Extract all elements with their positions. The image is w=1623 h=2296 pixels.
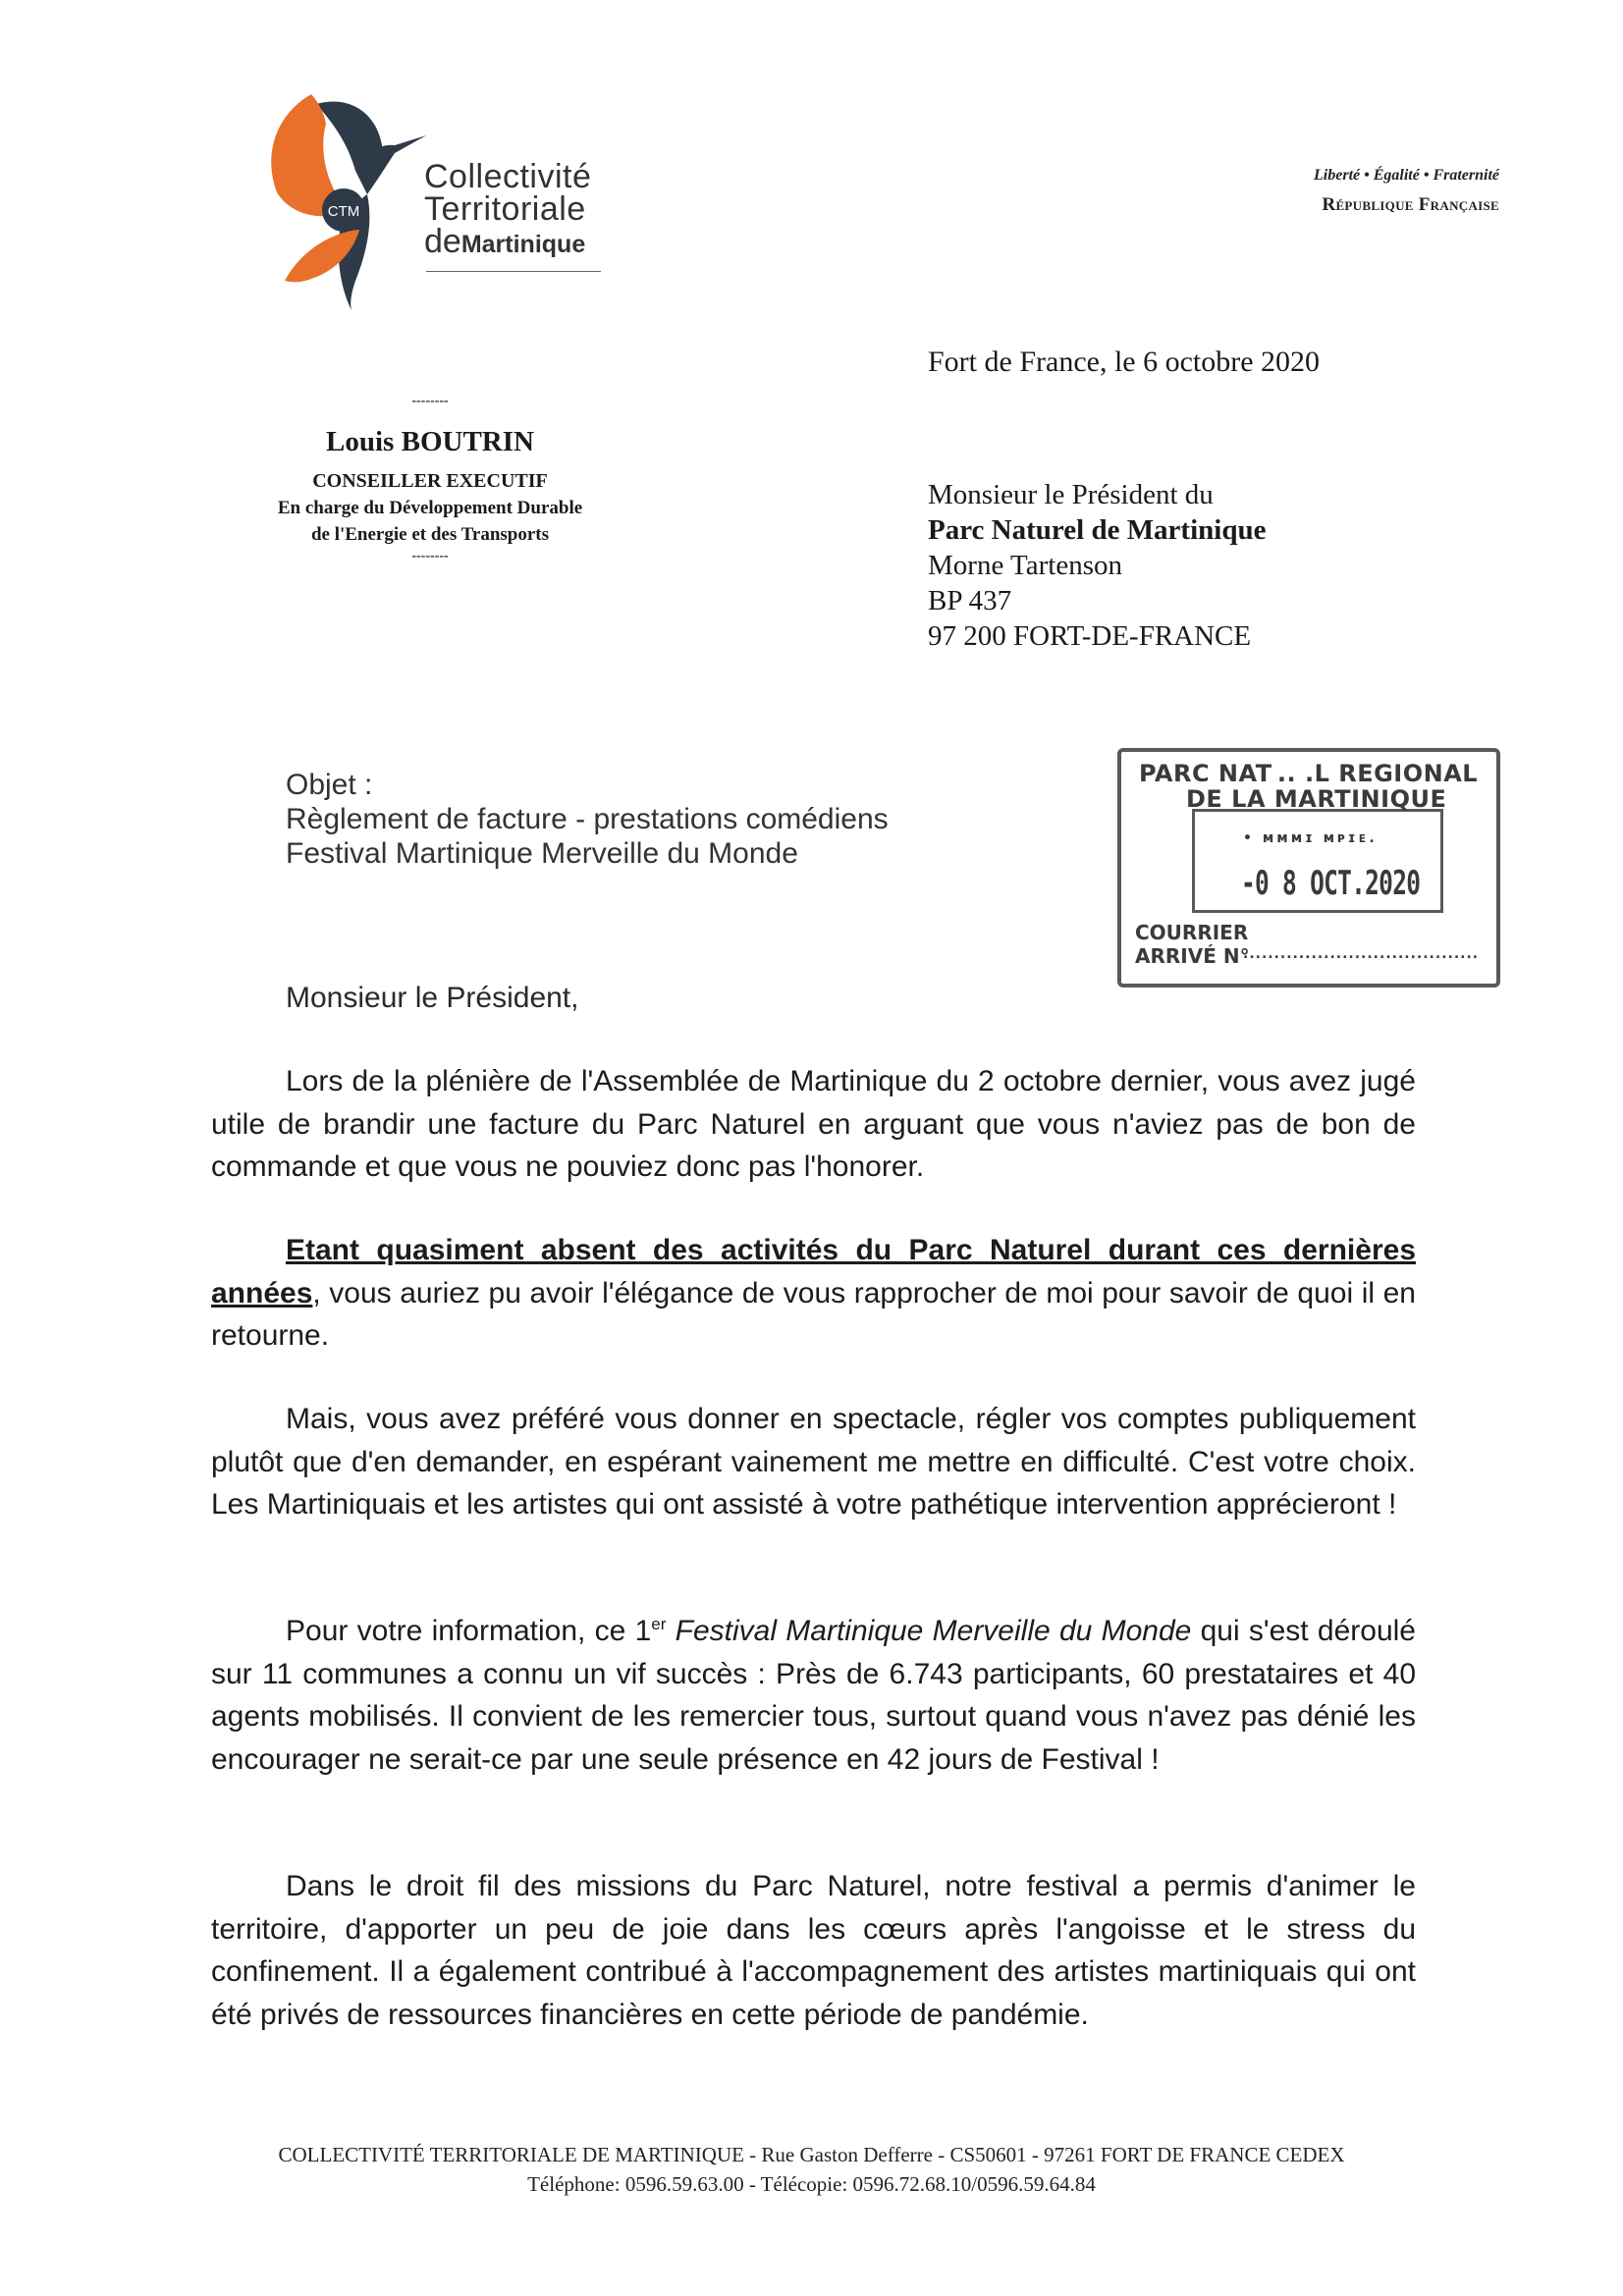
republic-name: République Française <box>1322 194 1499 215</box>
subject-line-1: Règlement de facture - prestations comédiens <box>286 803 889 835</box>
paragraph-3-text: Mais, vous avez préféré vous donner en spectacle, régler vos comptes publiquement plutôt que d'en demander, en espérant vainement me mettre en difficulté. C'est votre choix. Les Martiniquais et les artistes qui ont assisté à votre pathétique intervention apprécieront ! <box>211 1403 1416 1521</box>
paragraph-1-text: Lors de la plénière de l'Assemblée de Martinique du 2 octobre dernier, vous avez jugé utile de brandir une facture du Parc Naturel en arguant que vous n'aviez pas de bon de commande et que vous ne pouviez donc pas l'honorer. <box>211 1065 1416 1183</box>
paragraph-4-text-a: Pour votre information, ce 1 <box>286 1615 652 1647</box>
butterfly-bird-logo-icon <box>257 84 434 310</box>
subject-block <box>286 768 889 871</box>
logo-line-3-name: Martinique <box>460 231 586 258</box>
stamp-arrive: ARRIVÉ N° <box>1135 944 1250 968</box>
paragraph-2-emphasis: Etant quasiment absent des activités du Parc Naturel durant ces dernières années <box>211 1234 1416 1309</box>
recipient-line-4: BP 437 <box>928 585 1012 616</box>
paragraph-5 <box>211 1865 1416 2036</box>
paragraph-4-festival-name: Festival Martinique Merveille du Monde <box>675 1615 1192 1647</box>
stamp-line-1: PARC NAT .. .L REGIONAL <box>1139 760 1479 787</box>
logo-underline <box>426 271 601 272</box>
logo-badge-text: CTM <box>327 203 360 220</box>
stamp-date: -0 8 OCT.2020 <box>1241 864 1421 903</box>
paragraph-4-text-b: qui s'est déroulé sur 11 communes a connu un vif succès : Près de 6.743 participants, 60 prestataires et 40 agents mobilisés. Il convient de les remercier tous, surtout quand vous n'avez pas dénié les encourager ne serait-ce par une seule présence en 42 jours de Festival ! <box>211 1615 1416 1776</box>
republic-motto: Liberté • Égalité • Fraternité <box>1314 167 1499 184</box>
stamp-line-2: DE LA MARTINIQUE <box>1186 785 1447 813</box>
logo-wordmark <box>424 158 592 261</box>
recipient-line-1: Monsieur le Président du <box>928 479 1214 510</box>
received-stamp <box>1117 748 1498 984</box>
recipient-block <box>928 477 1266 654</box>
sender-dash-top: -------- <box>411 394 449 408</box>
paragraph-1 <box>211 1060 1416 1189</box>
sender-name: Louis BOUTRIN <box>326 426 534 457</box>
recipient-line-2: Parc Naturel de Martinique <box>928 514 1267 546</box>
sender-charge-1: En charge du Développement Durable <box>277 498 583 518</box>
logo-line-3 <box>424 223 591 261</box>
sender-dash-bottom: -------- <box>411 549 449 563</box>
paragraph-2 <box>211 1229 1416 1358</box>
stamp-courrier: COURRIER <box>1135 921 1249 944</box>
paragraph-4 <box>211 1610 1416 1781</box>
footer-phone: Téléphone: 0596.59.63.00 - Télécopie: 0596.72.68.10/0596.59.64.84 <box>527 2172 1096 2196</box>
footer-address: COLLECTIVITÉ TERRITORIALE DE MARTINIQUE - Rue Gaston Defferre - CS50601 - 97261 FORT DE FRANCE CEDEX <box>278 2143 1345 2166</box>
recipient-line-3: Morne Tartenson <box>928 550 1122 581</box>
stamp-dots: • ᴍᴍᴍɪ ᴍᴘɪᴇ. <box>1243 830 1378 846</box>
date-line: Fort de France, le 6 octobre 2020 <box>928 346 1321 378</box>
recipient-line-5: 97 200 FORT-DE-FRANCE <box>928 620 1252 652</box>
footer <box>0 2140 1623 2199</box>
stamp-number-fill: ...................................... <box>1243 946 1480 962</box>
sender-block <box>224 393 636 565</box>
paragraph-3 <box>211 1398 1416 1526</box>
paragraph-5-text: Dans le droit fil des missions du Parc Naturel, notre festival a permis d'animer le territoire, d'apporter un peu de joie dans les cœurs après l'angoisse et le stress du confinement. Il a également contribué à l'accompagnement des artistes martiniquais qui ont été privés de ressources financières en cette période de pandémie. <box>211 1870 1416 2031</box>
paragraph-2-text: , vous auriez pu avoir l'élégance de vous rapprocher de moi pour savoir de quoi il en retourne. <box>211 1276 1416 1352</box>
logo-line-2: Territoriale <box>424 190 586 228</box>
logo-line-1: Collectivité <box>424 158 592 195</box>
subject-line-2: Festival Martinique Merveille du Monde <box>286 837 798 870</box>
logo-line-3-prefix: de <box>424 223 461 260</box>
ctm-logo <box>257 84 611 310</box>
paragraph-4-superscript: er <box>651 1615 667 1633</box>
republic-mark <box>1314 167 1499 216</box>
sender-charge-2: de l'Energie et des Transports <box>310 524 550 545</box>
subject-label: Objet : <box>286 769 373 801</box>
salutation: Monsieur le Président, <box>286 982 579 1014</box>
sender-role: CONSEILLER EXECUTIF <box>312 470 548 492</box>
